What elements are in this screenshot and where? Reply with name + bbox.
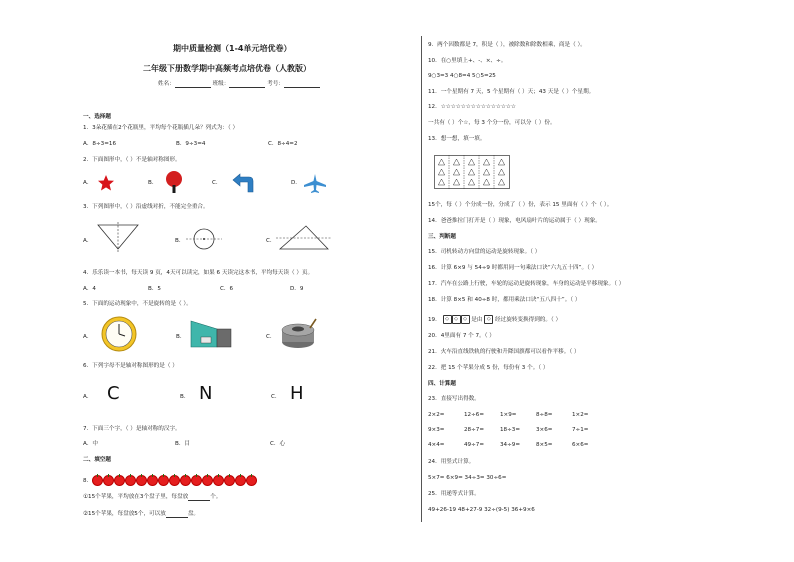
apple-icon <box>92 475 103 486</box>
section-choice: 一、选择题 <box>83 114 111 120</box>
q2-label-d: D． <box>291 180 301 186</box>
q6-letter-h: H <box>290 383 304 404</box>
apple-icon <box>147 475 158 486</box>
apple-icon <box>191 475 202 486</box>
exam-subtitle: 二年级下册数学期中高频考点培优卷（人教版） <box>143 64 311 73</box>
q19-text-b: 经过旋转变换得到的。（ ） <box>495 317 562 323</box>
section-calc: 四、计算题 <box>428 381 456 387</box>
question-12: 一共有（ ）个☆，每 3 个分一份，可以分（ ）份。 <box>428 120 556 126</box>
exam-title: 期中质量检测（1-4单元培优卷） <box>173 44 292 53</box>
q5-label-b: B． <box>176 334 186 340</box>
q1-option-c[interactable]: C．8÷4=2 <box>268 141 298 147</box>
student-info-row <box>158 81 320 88</box>
q8-part-1-text: ①15个苹果，平均放在3个盘子里，每盘放 <box>83 494 189 500</box>
small-triangle <box>453 169 459 175</box>
small-triangle <box>453 159 459 165</box>
class-label: 班级： <box>212 81 230 87</box>
q6-label-a: A． <box>83 394 93 400</box>
small-triangle <box>468 169 474 175</box>
apple-icon <box>202 475 213 486</box>
q3-label-c: C． <box>266 238 276 244</box>
q4-option-c[interactable]: C．6 <box>220 286 234 292</box>
question-10: 10．在○里填上+、-、×、÷。 <box>428 58 507 64</box>
calc-item: 12÷6= <box>464 412 485 418</box>
apple-icon <box>103 475 114 486</box>
q3-label-a: A． <box>83 238 93 244</box>
q6-letter-c: C <box>107 383 120 404</box>
scalene-triangle-figure <box>276 222 332 252</box>
clock-icon <box>100 315 138 353</box>
apple-icon <box>136 475 147 486</box>
apple-icon <box>213 475 224 486</box>
triangle-figure <box>96 222 140 252</box>
number-label: 考号： <box>267 81 284 87</box>
q3-label-b: B． <box>175 238 185 244</box>
small-triangle <box>498 169 504 175</box>
calc-item: 1×2= <box>572 412 589 418</box>
circle-figure <box>186 226 222 252</box>
calc-item: 18÷3= <box>500 427 521 433</box>
question-4: 4．乐乐读一本书，每天读 9 页，4天可以读完，如果 6 天读完这本书，平均每天读（ ）页。 <box>83 270 314 276</box>
q4-option-d[interactable]: D．9 <box>290 286 304 292</box>
apple-icon <box>246 475 257 486</box>
q6-label-b: B． <box>180 394 190 400</box>
triangle-grid-figure <box>434 155 510 189</box>
apple-icon <box>125 475 136 486</box>
q8-part-2-blank[interactable] <box>166 511 188 518</box>
q8-part-2-text: ②15个苹果，每盘放5个，可以放 <box>83 511 166 517</box>
question-21: 21．火车沿直线铁轨的行驶和升降国旗都可以看作平移。（ ） <box>428 349 580 355</box>
question-22: 22．把 15 个苹果分成 5 份，每份有 3 个。（ ） <box>428 365 549 371</box>
question-7: 7．下面三个字，（ ）是轴对称的汉字。 <box>83 426 181 432</box>
question-17: 17．汽车在公路上行驶，车轮的运动是旋转现象，车身的运动是平移现象。（ ） <box>428 281 625 287</box>
q7-option-c[interactable]: C．心 <box>270 441 286 447</box>
apple-icon <box>158 475 169 486</box>
small-triangle <box>468 179 474 185</box>
question-20: 20．4里面有 7 个 7。（ ） <box>428 333 495 339</box>
calc-item: 2×2= <box>428 412 445 418</box>
millstone-icon <box>278 316 322 352</box>
q2-label-c: C． <box>212 180 222 186</box>
q2-label-b: B． <box>148 180 158 186</box>
turn-arrow-icon <box>231 172 257 194</box>
diamond-shape-icon: ◇ <box>452 315 461 324</box>
question-24: 24．用竖式计算。 <box>428 459 475 465</box>
airplane-icon <box>302 172 328 194</box>
q8-part-1-unit: 个。 <box>210 494 222 500</box>
question-5: 5．下面的运动现象中，不是旋转的是（ ）。 <box>83 301 192 307</box>
question-13: 13．想一想，填一填。 <box>428 136 486 142</box>
small-triangle <box>438 169 444 175</box>
question-2: 2．下面图形中，（ ）不是轴对称图形。 <box>83 157 181 163</box>
small-triangle <box>483 169 489 175</box>
q10-expressions: 9○3=3 4○8=4 5○5=25 <box>428 73 496 79</box>
question-23: 23．直接写出得数。 <box>428 396 480 402</box>
q24-expressions: 5×7= 6×9= 34÷3= 30÷6= <box>428 475 507 481</box>
class-blank[interactable] <box>229 81 265 88</box>
diamond-shape-icon: ◇ <box>461 315 470 324</box>
question-14: 14．爸爸推拉门打开是（ ）现象，电风扇叶片的运动属于（ ）现象。 <box>428 218 601 224</box>
apple-icon <box>169 475 180 486</box>
calc-item: 3×6= <box>536 427 553 433</box>
q5-label-a: A． <box>83 334 93 340</box>
question-1: 1．3朵花插在2个花瓶里，平均每个花瓶插几朵？列式为：（ ） <box>83 125 239 131</box>
apple-icon <box>114 475 125 486</box>
small-triangle <box>483 159 489 165</box>
question-18: 18．计算 8×5 和 40÷8 时，都用乘法口诀“五八四十”。（ ） <box>428 297 581 303</box>
diamond-shape-icon: ◇ <box>443 315 452 324</box>
q6-letter-n: N <box>199 383 213 404</box>
column-divider <box>421 36 422 522</box>
q7-option-b[interactable]: B．目 <box>175 441 191 447</box>
q19-text-a: 是由 <box>471 317 483 323</box>
small-triangle <box>483 179 489 185</box>
apple-icon <box>180 475 191 486</box>
calc-item: 7÷1= <box>572 427 589 433</box>
calc-item: 9×3= <box>428 427 445 433</box>
q5-label-c: C． <box>266 334 276 340</box>
q4-option-a[interactable]: A．4 <box>83 286 96 292</box>
question-6: 6．下列字母不是轴对称图形的是（ ） <box>83 363 178 369</box>
question-25: 25．用递等式计算。 <box>428 491 480 497</box>
calc-item: 49÷7= <box>464 442 485 448</box>
sliding-drawer-icon <box>189 319 233 349</box>
calc-item: 4×4= <box>428 442 445 448</box>
calc-item: 8÷8= <box>536 412 553 418</box>
q8-part-2 <box>83 511 199 518</box>
question-15: 15．司机转动方向盘的运动是旋转现象。（ ） <box>428 249 541 255</box>
calc-item: 1×9= <box>500 412 517 418</box>
question-13-fill: 15个，每（ ）个分成一份，分成了（ ）份，表示 15 里面有（ ）个（ ）。 <box>428 202 613 208</box>
question-3: 3．下列图形中，（ ）沿虚线对折，不能完全重合。 <box>83 204 209 210</box>
q19-number: 19． <box>428 317 441 323</box>
section-fill: 二、填空题 <box>83 457 111 463</box>
apple-icon <box>235 475 246 486</box>
q8-part-1-blank[interactable] <box>188 494 210 501</box>
q8-part-2-unit: 盘。 <box>187 511 200 517</box>
name-label: 姓名： <box>158 81 175 87</box>
small-triangle <box>498 179 504 185</box>
name-blank[interactable] <box>175 81 211 88</box>
question-12-stars: 12．☆☆☆☆☆☆☆☆☆☆☆☆☆☆☆ <box>428 104 516 110</box>
calc-item: 6×6= <box>572 442 589 448</box>
calc-item: 28÷7= <box>464 427 485 433</box>
question-16: 16．计算 6×9 与 54÷9 时都用同一句乘法口诀“六九五十四”。（ ） <box>428 265 598 271</box>
small-triangle <box>438 159 444 165</box>
calc-item: 34÷9= <box>500 442 521 448</box>
q1-option-a[interactable]: A．8÷3=16 <box>83 141 117 147</box>
q6-label-c: C． <box>271 394 281 400</box>
question-9: 9．两个因数都是 7，积是（ ），被除数和除数相乘，商是（ ）。 <box>428 42 586 48</box>
small-triangle <box>468 159 474 165</box>
q2-label-a: A． <box>83 180 93 186</box>
q8-part-1 <box>83 494 221 501</box>
diamond-shape-icon: ◇ <box>484 315 493 324</box>
question-8: 8． <box>83 478 93 484</box>
ping-pong-paddle-icon <box>163 170 185 194</box>
q4-option-b[interactable]: B．5 <box>148 286 161 292</box>
question-19 <box>428 315 561 324</box>
number-blank[interactable] <box>284 81 320 88</box>
q25-expressions: 49+26-19 48+27-9 32÷(9-5) 36+9×6 <box>428 507 535 513</box>
small-triangle <box>498 159 504 165</box>
calc-item: 8×5= <box>536 442 553 448</box>
star-icon <box>97 174 115 192</box>
q1-option-b[interactable]: B．9÷3=4 <box>176 141 206 147</box>
q7-option-a[interactable]: A．中 <box>83 441 99 447</box>
small-triangle <box>438 179 444 185</box>
small-triangle <box>453 179 459 185</box>
apple-icon <box>224 475 235 486</box>
question-11: 11．一个星期有 7 天，5 个星期有（ ）天；43 天是（ ）个星期。 <box>428 89 595 95</box>
section-judge: 三、判断题 <box>428 234 456 240</box>
